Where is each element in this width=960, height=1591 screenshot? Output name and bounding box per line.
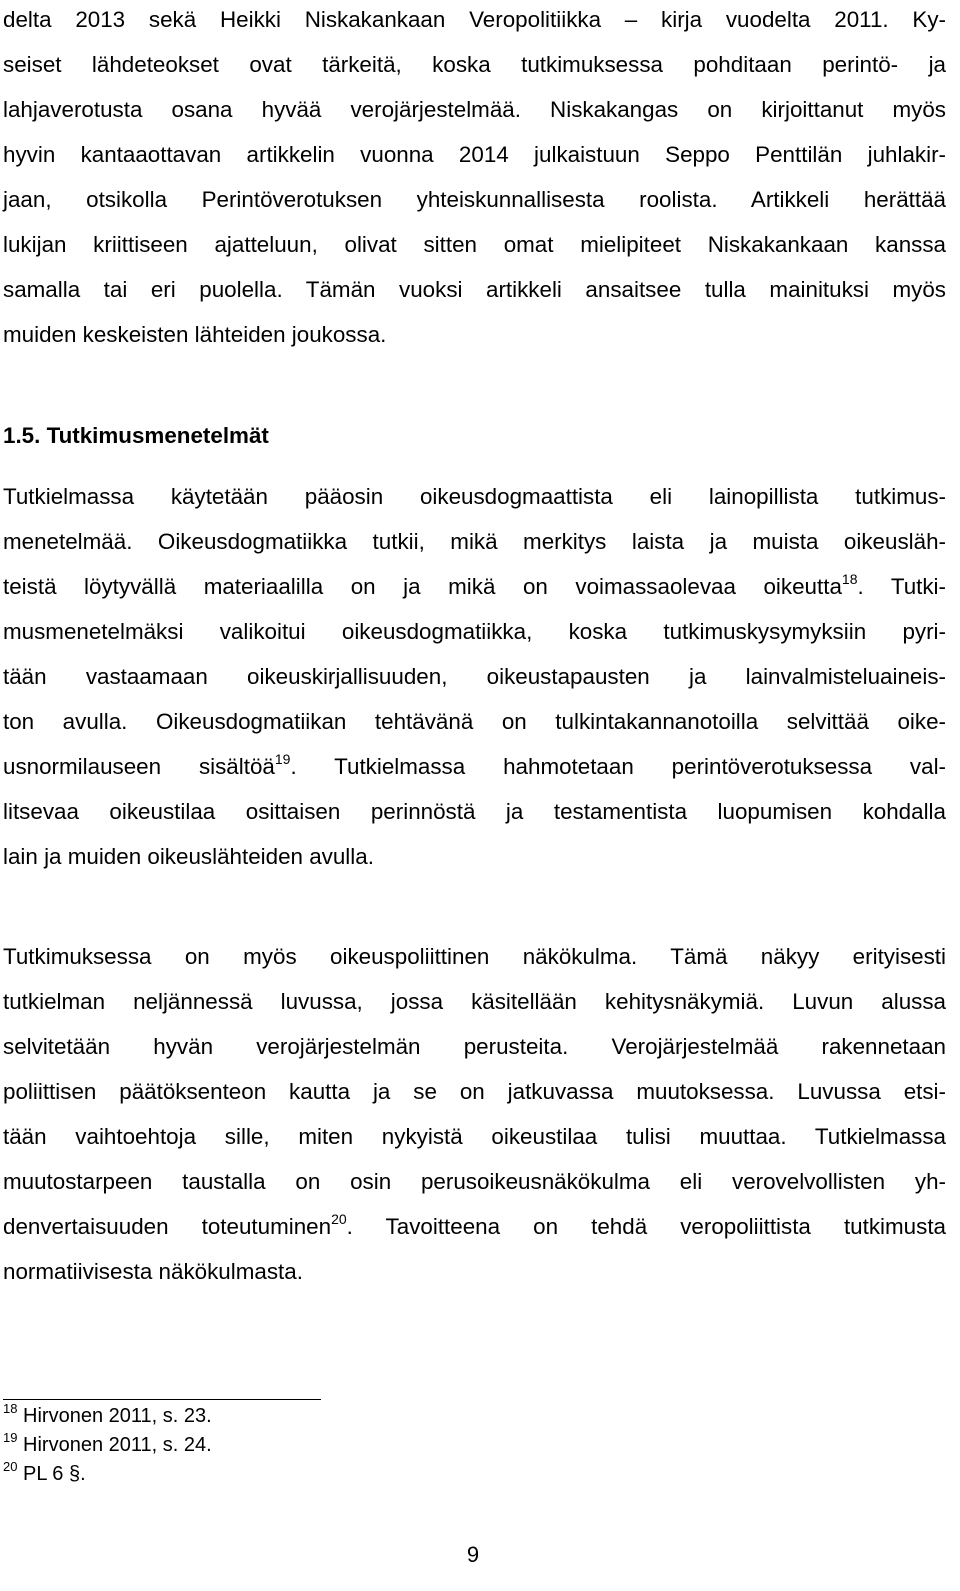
text-line: jaan, otsikolla Perintöverotuksen yhteiskunnallisesta roolista. Artikkeli herättää xyxy=(3,187,946,212)
text-line: seiset lähdeteokset ovat tärkeitä, koska tutkimuksessa pohditaan perintö- ja xyxy=(3,52,946,77)
footnote xyxy=(3,1402,212,1431)
text-line: lahjaverotusta osana hyvää verojärjestelmää. Niskakangas on kirjoittanut myös xyxy=(3,97,946,122)
text-line: hyvin kantaaottavan artikkelin vuonna 2014 julkaistuun Seppo Penttilän juhlakir- xyxy=(3,142,946,167)
footnote-text: PL 6 §. xyxy=(23,1463,86,1485)
text-line-with-footnote-ref xyxy=(3,744,946,789)
text-line-with-footnote-ref xyxy=(3,1204,946,1249)
text-line-with-footnote-ref xyxy=(3,564,946,609)
paragraph-source-literature xyxy=(3,0,946,357)
page-number: 9 xyxy=(466,1542,480,1567)
footnote-reference: 18 xyxy=(841,571,858,587)
footnote-separator xyxy=(3,1399,321,1400)
text-segment: . Tavoitteena on tehdä veropoliittista tutkimusta xyxy=(346,1214,946,1239)
footnote-text: Hirvonen 2011, s. 24. xyxy=(23,1434,212,1456)
paragraph-research-methods xyxy=(3,474,946,879)
footnote-reference: 19 xyxy=(274,751,291,767)
footnote-number: 19 xyxy=(3,1430,18,1445)
text-line: lukijan kriittiseen ajatteluun, olivat sitten omat mielipiteet Niskakankaan kanssa xyxy=(3,232,946,257)
text-line: muutostarpeen taustalla on osin perusoikeusnäkökulma eli verovelvollisten yh- xyxy=(3,1169,946,1194)
footnote xyxy=(3,1460,212,1489)
text-line: ton avulla. Oikeusdogmatiikan tehtävänä on tulkintakannanotoilla selvittää oike- xyxy=(3,709,946,734)
text-line: normatiivisesta näkökulmasta. xyxy=(3,1259,303,1284)
text-line: muiden keskeisten lähteiden joukossa. xyxy=(3,322,387,347)
text-line: samalla tai eri puolella. Tämän vuoksi artikkeli ansaitsee tulla mainituksi myös xyxy=(3,277,946,302)
paragraph-legal-policy xyxy=(3,934,946,1294)
text-line: menetelmää. Oikeusdogmatiikka tutkii, mikä merkitys laista ja muista oikeusläh- xyxy=(3,529,946,554)
text-segment: . Tutkielmassa hahmotetaan perintöverotuksessa val- xyxy=(290,754,947,779)
text-segment: denvertaisuuden toteutuminen xyxy=(3,1214,332,1239)
footnote-number: 18 xyxy=(3,1401,18,1416)
footnote-reference: 20 xyxy=(331,1211,347,1227)
text-line: Tutkielmassa käytetään pääosin oikeusdogmaattista eli lainopillista tutkimus- xyxy=(3,484,946,509)
text-line: poliittisen päätöksenteon kautta ja se on jatkuvassa muutoksessa. Luvussa etsi- xyxy=(3,1079,946,1104)
text-segment: teistä löytyvällä materiaalilla on ja mikä on voimassaolevaa oikeutta xyxy=(3,574,842,599)
footnote-text: Hirvonen 2011, s. 23. xyxy=(23,1405,212,1427)
footnote-number: 20 xyxy=(3,1459,18,1474)
section-heading: 1.5. Tutkimusmenetelmät xyxy=(3,423,269,448)
text-line: delta 2013 sekä Heikki Niskakankaan Veropolitiikka – kirja vuodelta 2011. Ky- xyxy=(3,7,946,32)
text-line: litsevaa oikeustilaa osittaisen perinnöstä ja testamentista luopumisen kohdalla xyxy=(3,799,946,824)
text-line: Tutkimuksessa on myös oikeuspoliittinen näkökulma. Tämä näkyy erityisesti xyxy=(3,944,946,969)
text-segment: usnormilauseen sisältöä xyxy=(3,754,275,779)
text-segment: . Tutki- xyxy=(857,574,946,599)
text-line: tään vastaamaan oikeuskirjallisuuden, oikeustapausten ja lainvalmisteluaineis- xyxy=(3,664,946,689)
text-line: selvitetään hyvän verojärjestelmän perusteita. Verojärjestelmää rakennetaan xyxy=(3,1034,946,1059)
footnote xyxy=(3,1431,212,1460)
text-line: lain ja muiden oikeuslähteiden avulla. xyxy=(3,844,374,869)
text-line: musmenetelmäksi valikoitui oikeusdogmatiikka, koska tutkimuskysymyksiin pyri- xyxy=(3,619,946,644)
text-line: tään vaihtoehtoja sille, miten nykyistä oikeustilaa tulisi muuttaa. Tutkielmassa xyxy=(3,1124,946,1149)
text-line: tutkielman neljännessä luvussa, jossa käsitellään kehitysnäkymiä. Luvun alussa xyxy=(3,989,946,1014)
footnotes xyxy=(3,1402,212,1489)
